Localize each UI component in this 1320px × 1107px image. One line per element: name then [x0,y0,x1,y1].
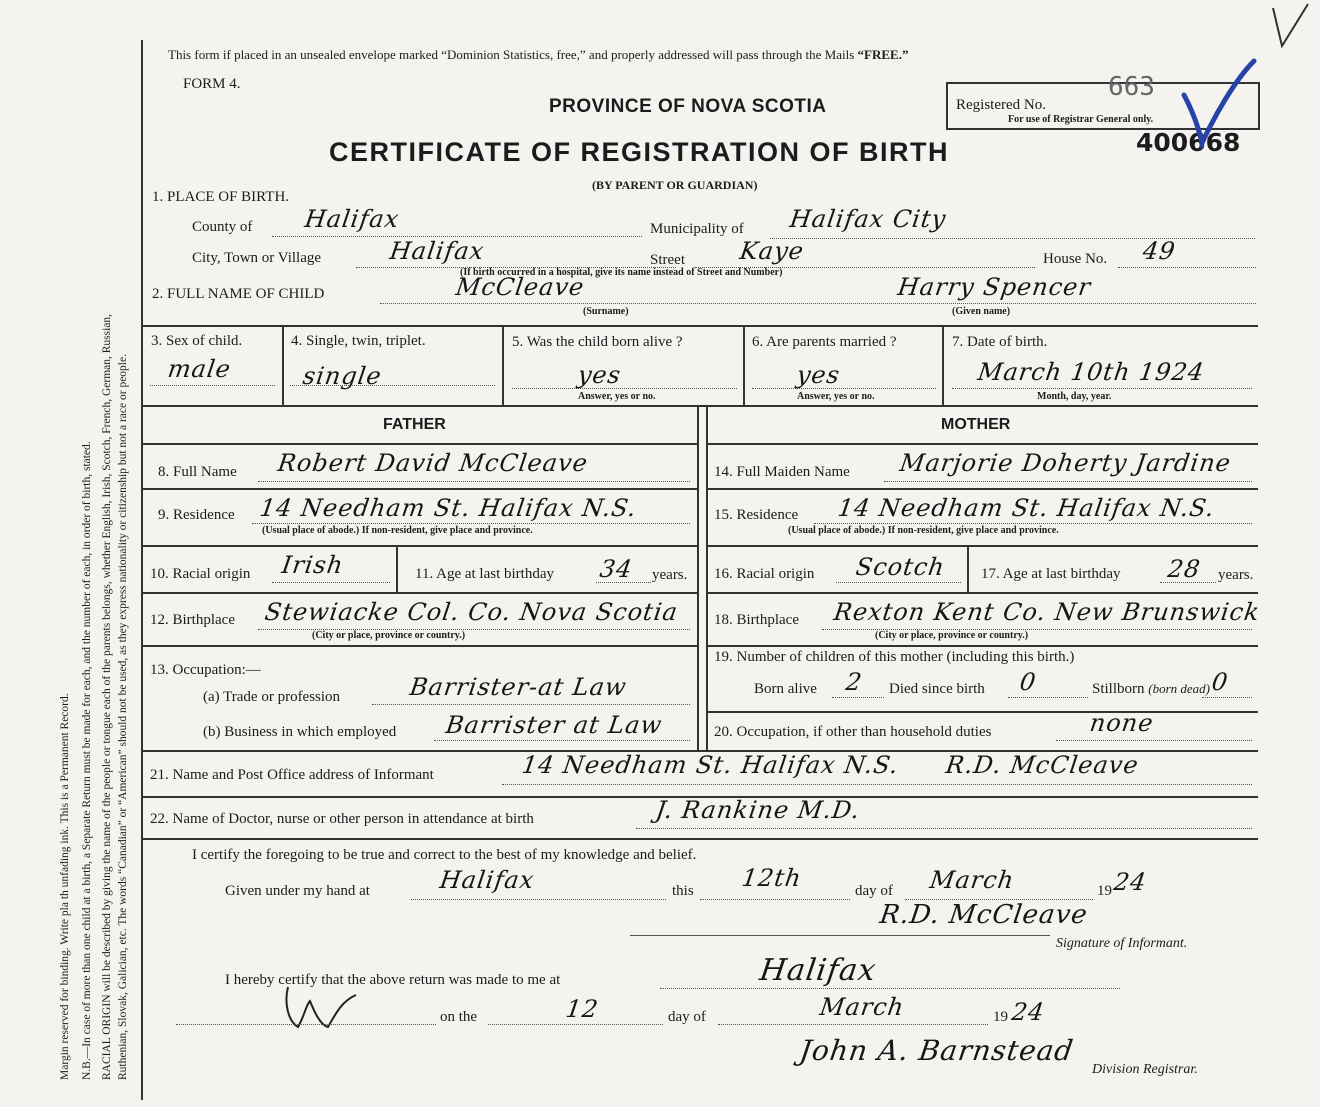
plurality-value: single [301,362,384,390]
father-residence-label: 9. Residence [158,507,235,523]
binding-rule [141,40,143,1100]
county-value: Halifax [303,205,402,233]
registered-number: 663 [1108,72,1155,102]
county-label: County of [192,219,253,235]
born-alive-caption: Answer, yes or no. [578,391,656,402]
informant-signature: R.D. McCleave [877,900,1090,930]
parents-married-label: 6. Are parents married ? [752,334,897,350]
form-number: FORM 4. [183,76,241,92]
father-name-label: 8. Full Name [158,464,237,480]
born-alive-count: 2 [844,668,865,696]
house-value: 49 [1141,237,1178,265]
registrar-day-of-label: day of [668,1009,706,1025]
registrar-on-label: on the [440,1009,478,1025]
mother-residence-value: 14 Needham St. Halifax N.S. [836,494,1217,522]
father-years-label: years. [652,567,688,583]
informant-label: 21. Name and Post Office address of Informant [150,767,434,783]
plurality-label: 4. Single, twin, triplet. [291,333,426,349]
mother-birthplace-caption: (City or place, province or country.) [875,630,1029,641]
province-title: PROVINCE OF NOVA SCOTIA [549,96,827,117]
mail-notice: This form if placed in an unsealed envelope marked “Dominion Statistics, free,” and properly addressed will pass through the Mails “FREE.” [168,47,909,62]
margin-note-binding: Margin reserved for binding. Write pla th unfading ink. This is a Permanent Record. [59,693,71,1080]
certification-day: 12th [740,864,804,892]
father-residence-value: 14 Needham St. Halifax N.S. [258,494,639,522]
parents-married-value: yes [795,361,843,389]
certificate-title: CERTIFICATE OF REGISTRATION OF BIRTH [329,137,949,167]
mother-racial-label: 16. Racial origin [714,566,815,582]
given-under-hand-label: Given under my hand at [225,883,370,899]
date-of-birth-caption: Month, day, year. [1037,391,1112,402]
given-name-caption: (Given name) [952,306,1011,317]
registrar-year: 24 [1010,998,1047,1026]
father-name-value: Robert David McCleave [276,449,590,477]
child-given-name: Harry Spencer [896,273,1093,301]
father-business-label: (b) Business in which employed [203,724,397,740]
died-since-birth-count: 0 [1018,668,1039,696]
place-of-birth-label: 1. PLACE OF BIRTH. [152,189,290,205]
signature-line [630,935,1050,936]
mother-residence-caption: (Usual place of abode.) If non-resident, give place and province. [788,525,1059,536]
certification-month: March [928,866,1017,894]
municipality-label: Municipality of [650,221,744,237]
informant-name: R.D. McCleave [944,751,1141,779]
father-racial-value: Irish [280,551,346,579]
certificate-subtitle: (BY PARENT OR GUARDIAN) [592,178,758,192]
certification-place: Halifax [438,866,537,894]
child-surname: McCleave [454,273,587,301]
stillborn-count: 0 [1210,668,1231,696]
corner-tick-icon [1268,0,1313,50]
father-business-value: Barrister at Law [444,711,665,739]
house-label: House No. [1043,251,1108,267]
doctor-label: 22. Name of Doctor, nurse or other person in attendance at birth [150,811,534,827]
certification-statement: I certify the foregoing to be true and correct to the best of my knowledge and belief. [192,847,697,863]
child-name-label: 2. FULL NAME OF CHILD [152,286,325,302]
sex-value: male [166,355,233,383]
registrar-month: March [818,993,907,1021]
born-alive-count-label: Born alive [754,681,817,697]
born-alive-label: 5. Was the child born alive ? [512,334,683,350]
mother-heading: MOTHER [941,416,1011,433]
died-since-birth-label: Died since birth [889,681,985,697]
municipality-value: Halifax City [788,205,949,233]
father-birthplace-caption: (City or place, province or country.) [312,630,466,641]
certification-year-prefix: 19 [1097,883,1112,899]
street-label: Street [650,252,685,268]
mother-age-value: 28 [1166,555,1203,583]
registrar-statement: I hereby certify that the above return was made to me at [225,972,561,988]
checkmark-icon [1180,55,1260,150]
father-heading: FATHER [383,416,446,433]
father-racial-label: 10. Racial origin [150,566,251,582]
mother-birthplace-value: Rexton Kent Co. New Brunswick [832,598,1262,626]
mother-name-label: 14. Full Maiden Name [714,464,850,480]
mother-occupation-label: 20. Occupation, if other than household duties [714,724,992,740]
mother-birthplace-label: 18. Birthplace [714,612,799,628]
doctor-name: J. Rankine M.D. [654,796,863,824]
mother-age-label: 17. Age at last birthday [981,566,1121,582]
certification-this-label: this [672,883,694,899]
date-of-birth-value: March 10th 1924 [976,358,1207,386]
registered-label: Registered No. [956,97,1046,113]
stamp-number: 400668 [1136,128,1241,157]
mother-racial-value: Scotch [854,553,947,581]
stillborn-label: Stillborn (born dead) [1092,681,1211,697]
street-value: Kaye [738,237,806,265]
father-age-label: 11. Age at last birthday [415,566,554,582]
registrar-signature: John A. Barnstead [797,1034,1076,1067]
mother-years-label: years. [1218,567,1254,583]
margin-note-racial-origin-1: RACIAL ORIGIN will be described by giving the name of the people or tongue each of the parents belongs, whether English, Irish, Scotch, French, German, Russian, [101,313,113,1080]
city-label: City, Town or Village [192,250,322,266]
margin-note-multiple-births: N.B.—In case of more than one child at a birth, a Separate Return must be made for each, and the number of each, in order of birth, stated. [81,441,93,1080]
father-age-value: 34 [598,555,635,583]
hospital-note: (If birth occurred in a hospital, give its name instead of Street and Number) [460,267,783,278]
certification-year: 24 [1112,868,1149,896]
registrar-caption: Division Registrar. [1092,1062,1198,1077]
mother-children-label: 19. Number of children of this mother (including this birth.) [714,649,1075,665]
father-residence-caption: (Usual place of abode.) If non-resident, give place and province. [262,525,533,536]
date-of-birth-label: 7. Date of birth. [952,334,1048,350]
signature-caption: Signature of Informant. [1056,936,1188,951]
mother-residence-label: 15. Residence [714,507,799,523]
father-birthplace-value: Stewiacke Col. Co. Nova Scotia [263,598,680,626]
registrar-year-prefix: 19 [993,1009,1008,1025]
father-occupation-label: 13. Occupation:— [150,662,261,678]
city-value: Halifax [388,237,487,265]
father-birthplace-label: 12. Birthplace [150,612,235,628]
mother-name-value: Marjorie Doherty Jardine [898,449,1233,477]
sex-label: 3. Sex of child. [151,333,243,349]
father-trade-value: Barrister-at Law [408,673,629,701]
mother-occupation-value: none [1088,709,1156,737]
registrar-place: Halifax [757,953,879,988]
informant-address: 14 Needham St. Halifax N.S. [520,751,901,779]
parents-married-caption: Answer, yes or no. [797,391,875,402]
margin-note-racial-origin-2: Ruthenian, Slovak, Galician, etc. The words “Canadian” or “American” should not be used, as they express nationality or citizenship but not a race or people. [117,354,129,1080]
father-trade-label: (a) Trade or profession [203,689,341,705]
registrar-day: 12 [564,995,601,1023]
registrar-use-note: For use of Registrar General only. [1008,114,1154,125]
certification-day-of-label: day of [855,883,893,899]
surname-caption: (Surname) [583,306,629,317]
born-alive-value: yes [576,361,624,389]
